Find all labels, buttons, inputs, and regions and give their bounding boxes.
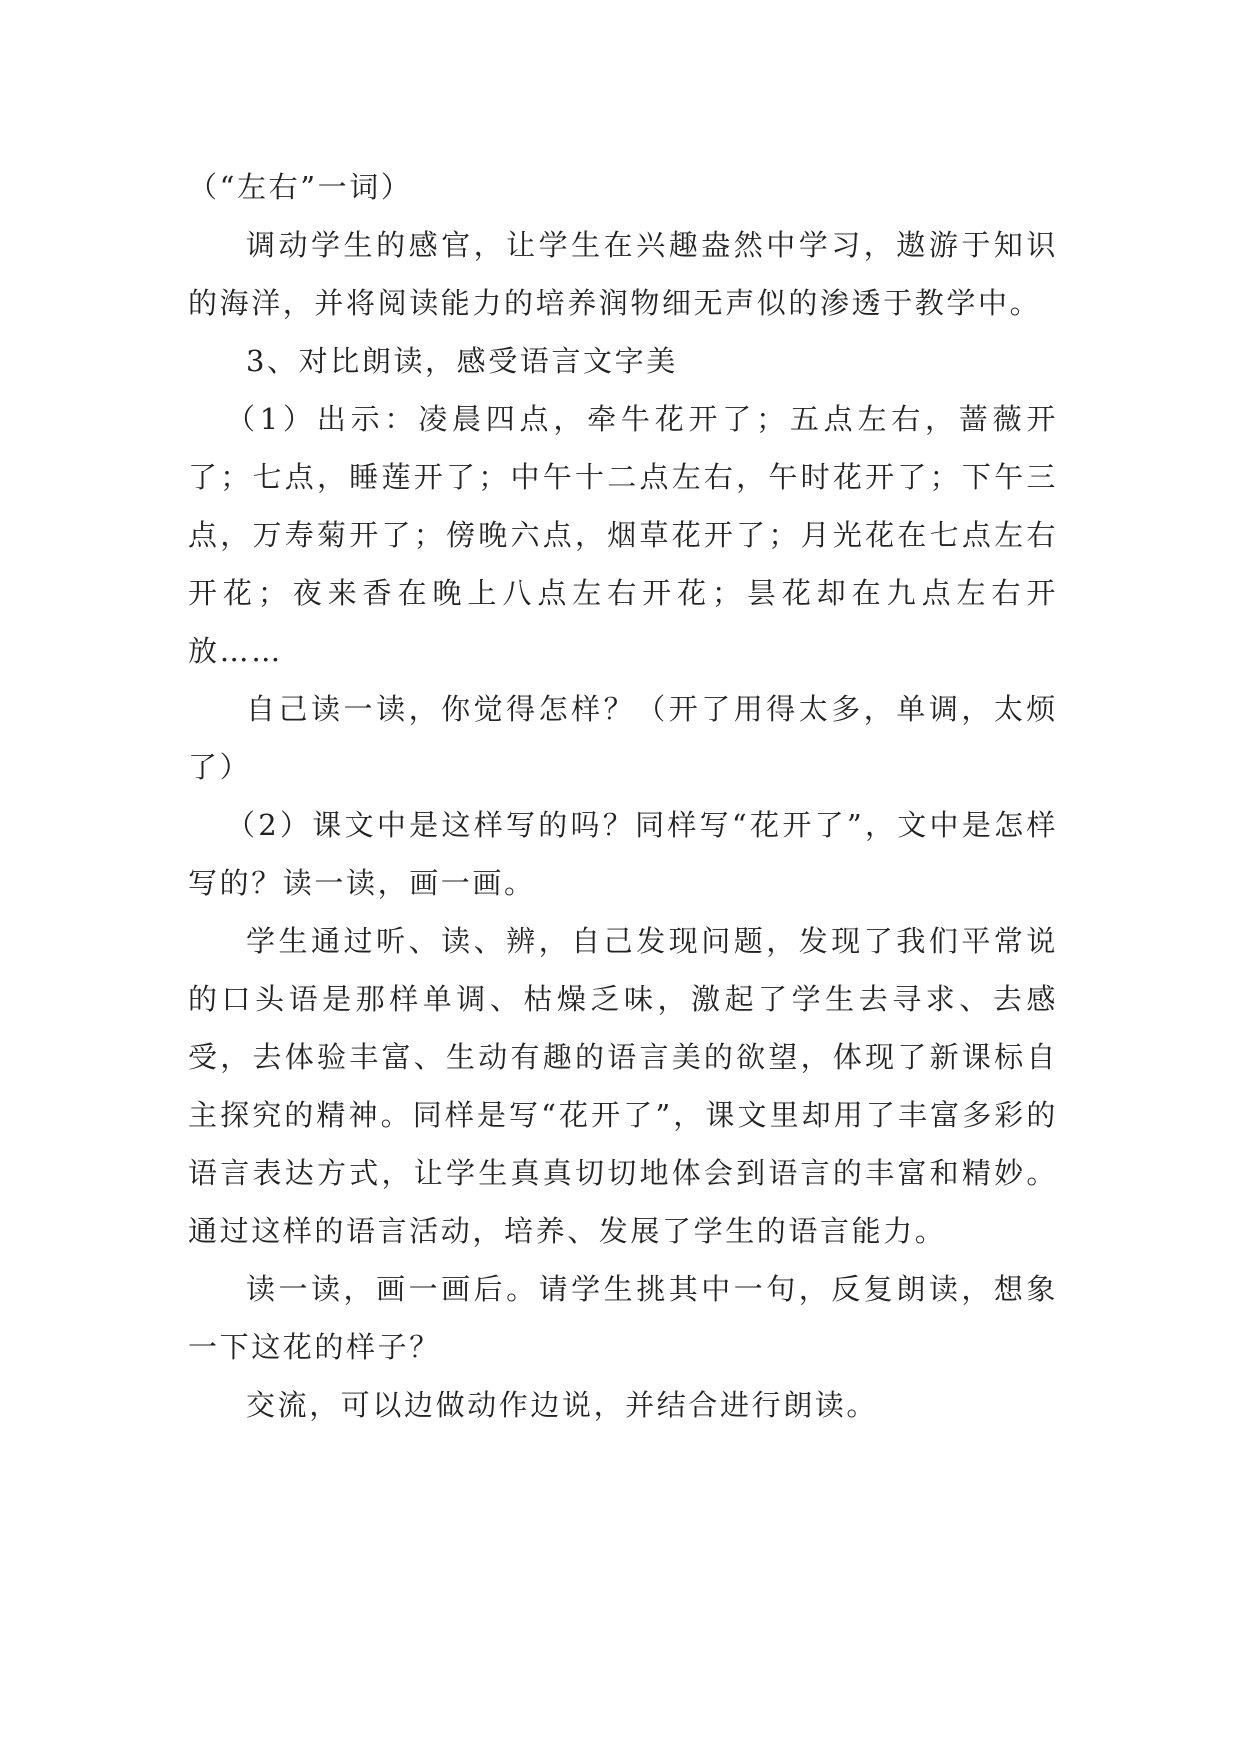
- document-body: [188, 158, 1058, 1434]
- paragraph-exchange: 交流，可以边做动作边说，并结合进行朗读。: [246, 1388, 879, 1422]
- section-heading-3: 3、对比朗读，感受语言文字美: [246, 344, 678, 378]
- paragraph-self-read: 自己读一读，你觉得怎样？（开了用得太多，单调，太烦了）: [188, 692, 1058, 784]
- paragraph-senses: 调动学生的感官，让学生在兴趣盎然中学习，遨游于知识的海洋，并将阅读能力的培养润物细无声似的渗透于教学中。: [188, 228, 1058, 320]
- paragraph-imagine: 读一读，画一画后。请学生挑其中一句，反复朗读，想象一下这花的样子？: [188, 1272, 1058, 1364]
- paragraph-question-2: （2）课文中是这样写的吗？同样写“花开了”，文中是怎样写的？读一读，画一画。: [188, 808, 1058, 900]
- paragraph-discovery: 学生通过听、读、辨，自己发现问题，发现了我们平常说的口头语是那样单调、枯燥乏味，激起了学生去寻求、去感受，去体验丰富、生动有趣的语言美的欲望，体现了新课标自主探究的精神。同样是写“花开了”，课文里却用了丰富多彩的语言表达方式，让学生真真切切地体会到语言的丰富和精妙。通过这样的语言活动，培养、发展了学生的语言能力。: [188, 924, 1058, 1248]
- paragraph-term-note: （“左右”一词）: [188, 170, 413, 204]
- paragraph-display-1: （1）出示：凌晨四点，牵牛花开了；五点左右，蔷薇开了；七点，睡莲开了；中午十二点左右，午时花开了；下午三点，万寿菊开了；傍晚六点，烟草花开了；月光花在七点左右开花；夜来香在晚上八点左右开花；昙花却在九点左右开放……: [188, 402, 1058, 668]
